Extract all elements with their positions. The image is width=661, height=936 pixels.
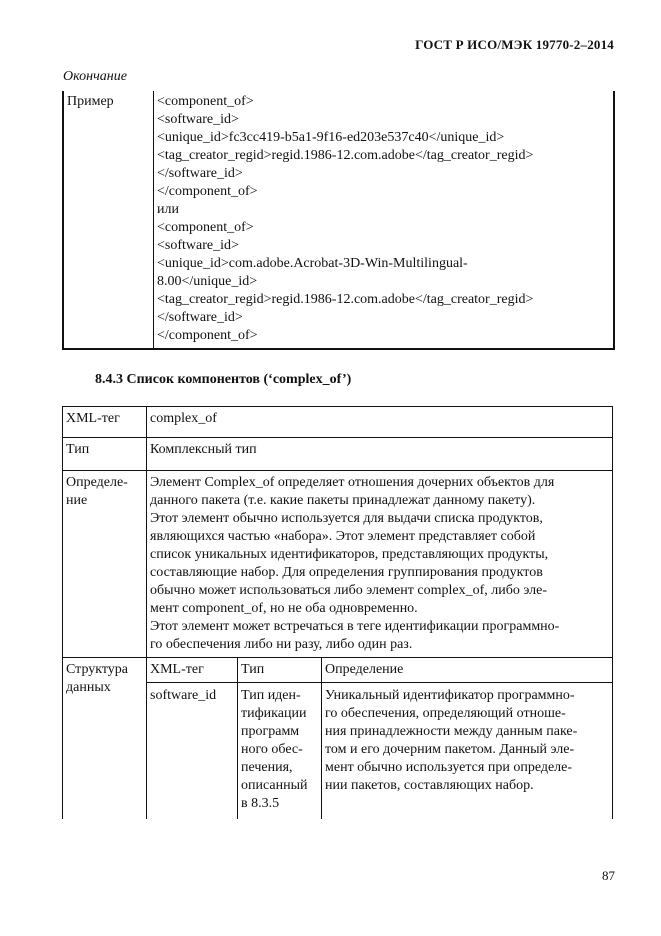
- code-line: <software_id>: [157, 238, 239, 253]
- definition-line: обычно может использоваться либо элемент complex_of, либо эле-: [150, 583, 547, 598]
- standard-header: ГОСТ Р ИСО/МЭК 19770-2–2014: [415, 37, 614, 52]
- definition-line: составляющие набор. Для определения группирования продуктов: [150, 565, 543, 580]
- code-line: <tag_creator_regid>regid.1986-12.com.adobe</tag_creator_regid>: [157, 148, 534, 163]
- example-code: [154, 91, 615, 349]
- cell-definition-line: мент обычно используется при определе-: [325, 760, 573, 775]
- code-line: </component_of>: [157, 328, 258, 343]
- cell-definition-line: го обеспечения, определяющий отноше-: [325, 706, 566, 721]
- definition-line: являющихся частью «набора». Этот элемент представляет собой: [150, 529, 536, 544]
- definition-line: Этот элемент может встречаться в теге идентификации программно-: [150, 619, 560, 634]
- code-line: 8.00</unique_id>: [157, 274, 258, 289]
- cell-type: [238, 683, 322, 820]
- type-value: Комплексный тип: [147, 438, 613, 471]
- continuation-label: Окончание: [63, 69, 127, 84]
- example-label: Пример: [63, 91, 154, 349]
- code-line: <unique_id>com.adobe.Acrobat-3D-Win-Multilingual-: [157, 256, 468, 271]
- cell-definition-line: нии пакетов, составляющих набор.: [325, 778, 534, 793]
- type-line: Тип иден-: [241, 688, 301, 703]
- example-row: [63, 91, 614, 349]
- code-line: </software_id>: [157, 166, 243, 181]
- column-header-xml-tag: XML-тег: [147, 658, 238, 683]
- cell-definition-line: том и его дочерним пакетом. Данный эле-: [325, 742, 575, 757]
- code-line: <component_of>: [157, 220, 254, 235]
- code-line: <component_of>: [157, 94, 254, 109]
- column-header-definition: Определение: [322, 658, 613, 683]
- definition-line: мент component_of, но не оба одновременно.: [150, 601, 418, 616]
- structure-label-line: Структура: [66, 662, 129, 677]
- definition-row: [63, 471, 613, 658]
- code-line: <software_id>: [157, 112, 239, 127]
- spec-table: [62, 406, 613, 819]
- xml-tag-label: XML-тег: [63, 407, 147, 438]
- example-table: [62, 91, 615, 350]
- code-line: или: [157, 202, 179, 217]
- type-label: Тип: [63, 438, 147, 471]
- type-line: печения,: [241, 760, 293, 775]
- structure-header-row: [63, 658, 613, 683]
- type-line: ного обес-: [241, 742, 303, 757]
- definition-line: данного пакета (т.е. какие пакеты принадлежат данному пакету).: [150, 493, 536, 508]
- section-title: 8.4.3 Список компонентов (‘complex_of’): [95, 372, 352, 387]
- definition-line: го обеспечения либо ни разу, либо один раз.: [150, 637, 413, 652]
- definition-line: список уникальных идентификаторов, представляющих продукты,: [150, 547, 549, 562]
- definition-label-line: Определе-: [66, 475, 128, 490]
- cell-definition-line: ния принадлежности между данным паке-: [325, 724, 578, 739]
- cell-xml-tag: software_id: [147, 683, 238, 820]
- type-row: [63, 438, 613, 471]
- definition-line: Этот элемент обычно используется для выдачи списка продуктов,: [150, 511, 543, 526]
- code-line: </software_id>: [157, 310, 243, 325]
- xml-tag-value: complex_of: [147, 407, 613, 438]
- cell-definition-line: Уникальный идентификатор программно-: [325, 688, 575, 703]
- type-line: в 8.3.5: [241, 796, 280, 811]
- type-line: тификации: [241, 706, 307, 721]
- xml-tag-row: [63, 407, 613, 438]
- structure-label: [63, 658, 147, 820]
- page-number: 87: [602, 868, 615, 883]
- structure-label-line: данных: [66, 680, 111, 695]
- definition-label-line: ние: [66, 493, 88, 508]
- code-line: <tag_creator_regid>regid.1986-12.com.adobe</tag_creator_regid>: [157, 292, 534, 307]
- type-line: описанный: [241, 778, 308, 793]
- definition-label: [63, 471, 147, 658]
- column-header-type: Тип: [238, 658, 322, 683]
- type-line: программ: [241, 724, 300, 739]
- cell-definition: [322, 683, 613, 820]
- code-line: <unique_id>fc3cc419-b5a1-9f16-ed203e537c40</unique_id>: [157, 130, 505, 145]
- code-line: </component_of>: [157, 184, 258, 199]
- definition-line: Элемент Complex_of определяет отношения дочерних объектов для: [150, 475, 555, 490]
- definition-text: [147, 471, 613, 658]
